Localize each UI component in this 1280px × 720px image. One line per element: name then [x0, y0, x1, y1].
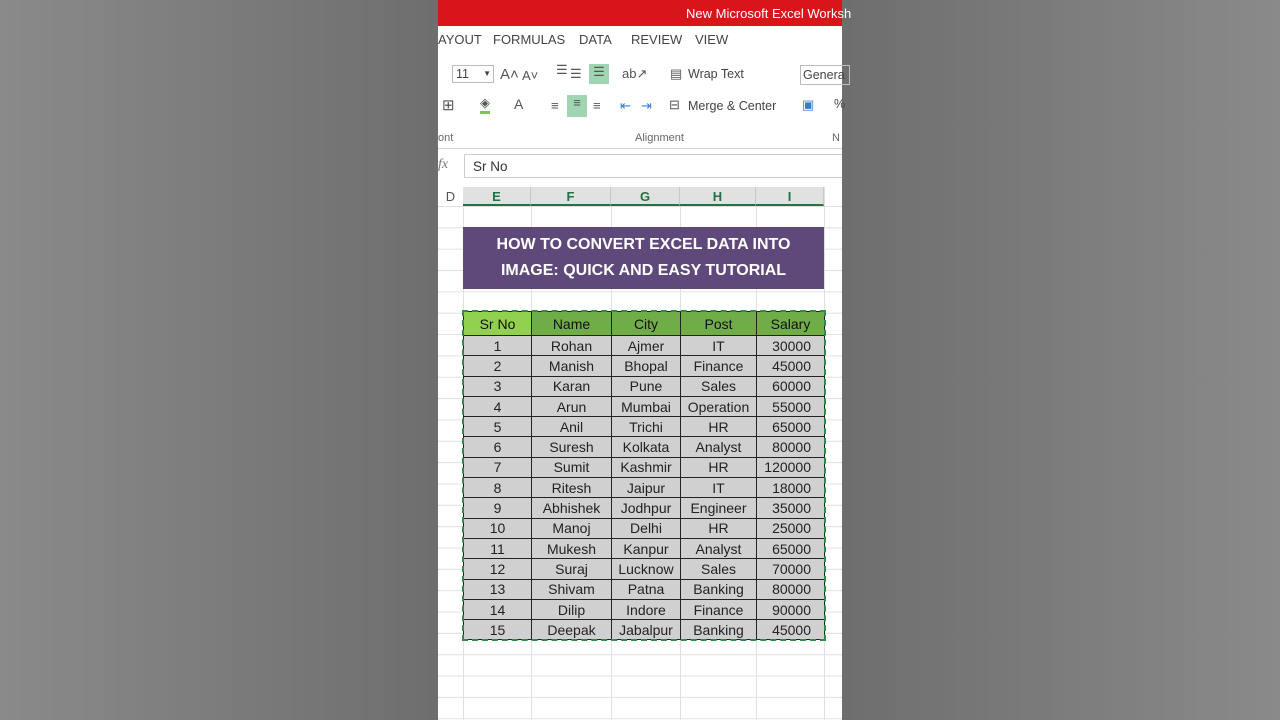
- formula-bar: [438, 154, 842, 180]
- wrap-text-button[interactable]: Wrap Text: [688, 67, 744, 81]
- cell-salary[interactable]: 120000: [757, 457, 825, 477]
- font-size-value: 11: [456, 67, 469, 81]
- cell-city[interactable]: Jodhpur: [612, 498, 681, 518]
- merge-center-icon: ⊟: [669, 97, 680, 112]
- font-size-select[interactable]: [452, 65, 494, 83]
- cell-city[interactable]: Trichi: [612, 417, 681, 437]
- percent-button[interactable]: %: [834, 97, 846, 111]
- cell-salary[interactable]: 55000: [757, 396, 825, 416]
- column-header-g[interactable]: G: [611, 187, 680, 206]
- cell-post[interactable]: Banking: [681, 620, 757, 640]
- align-left-icon[interactable]: ≡: [551, 98, 559, 113]
- cell-salary[interactable]: 45000: [757, 356, 825, 376]
- cell-salary[interactable]: 65000: [757, 417, 825, 437]
- decrease-indent-icon[interactable]: ⇤: [620, 98, 631, 113]
- table-row: [464, 336, 825, 356]
- cell-salary[interactable]: 65000: [757, 538, 825, 558]
- borders-icon[interactable]: ⊞: [442, 97, 455, 114]
- cell-name[interactable]: Dilip: [532, 599, 612, 619]
- cell-salary[interactable]: 70000: [757, 559, 825, 579]
- cell-city[interactable]: Jabalpur: [612, 620, 681, 640]
- blurred-background-right: [842, 0, 1280, 720]
- cell-sr-no[interactable]: 14: [464, 599, 532, 619]
- cell-post[interactable]: Sales: [681, 376, 757, 396]
- formula-input[interactable]: Sr No: [464, 154, 842, 178]
- tab-review[interactable]: REVIEW: [631, 32, 683, 47]
- top-align-icon[interactable]: ☰: [556, 62, 568, 77]
- window-title: New Microsoft Excel Worksh: [686, 6, 852, 21]
- cell-city[interactable]: Delhi: [612, 518, 681, 538]
- table-row: [464, 457, 825, 477]
- cell-name[interactable]: Sumit: [532, 457, 612, 477]
- increase-indent-icon[interactable]: ⇥: [641, 98, 652, 113]
- cell-name[interactable]: Manish: [532, 356, 612, 376]
- cell-post[interactable]: IT: [681, 478, 757, 498]
- cell-post[interactable]: HR: [681, 417, 757, 437]
- chevron-down-icon: ▼: [483, 69, 491, 78]
- cell-city[interactable]: Patna: [612, 579, 681, 599]
- cell-sr-no[interactable]: 6: [464, 437, 532, 457]
- cell-name[interactable]: Suraj: [532, 559, 612, 579]
- cell-city[interactable]: Kashmir: [612, 457, 681, 477]
- cell-sr-no[interactable]: 10: [464, 518, 532, 538]
- middle-align-icon[interactable]: ☰: [570, 66, 582, 81]
- cell-salary[interactable]: 80000: [757, 437, 825, 457]
- cell-post[interactable]: HR: [681, 518, 757, 538]
- table-header-row: [464, 312, 825, 336]
- cell-post[interactable]: Banking: [681, 579, 757, 599]
- table-row: [464, 579, 825, 599]
- cell-name[interactable]: Mukesh: [532, 538, 612, 558]
- cell-name[interactable]: Anil: [532, 417, 612, 437]
- ribbon: [438, 52, 846, 149]
- number-group-label: N: [832, 132, 840, 144]
- cell-post[interactable]: Analyst: [681, 538, 757, 558]
- merge-center-button[interactable]: Merge & Center: [688, 99, 777, 113]
- cell-salary[interactable]: 25000: [757, 518, 825, 538]
- fx-icon[interactable]: fx: [438, 157, 449, 172]
- cell-city[interactable]: Bhopal: [612, 356, 681, 376]
- header-sr-no[interactable]: Sr No: [464, 312, 532, 336]
- cell-city[interactable]: Indore: [612, 599, 681, 619]
- cell-post[interactable]: IT: [681, 336, 757, 356]
- cell-city[interactable]: Kolkata: [612, 437, 681, 457]
- table-row: [464, 356, 825, 376]
- worksheet-grid[interactable]: [438, 187, 842, 720]
- column-header-h[interactable]: H: [680, 187, 756, 206]
- cell-salary[interactable]: 30000: [757, 336, 825, 356]
- cell-salary[interactable]: 60000: [757, 376, 825, 396]
- tab-formulas[interactable]: FORMULAS: [493, 32, 566, 47]
- number-format-select[interactable]: Genera: [800, 65, 850, 85]
- tab-data[interactable]: DATA: [579, 32, 612, 47]
- title-banner: [463, 227, 824, 289]
- cell-salary[interactable]: 18000: [757, 478, 825, 498]
- cell-sr-no[interactable]: 7: [464, 457, 532, 477]
- increase-font-icon[interactable]: A˄: [500, 66, 519, 83]
- alignment-group-label: Alignment: [635, 132, 684, 144]
- cell-name[interactable]: Ritesh: [532, 478, 612, 498]
- cell-salary[interactable]: 45000: [757, 620, 825, 640]
- cell-sr-no[interactable]: 4: [464, 396, 532, 416]
- table-row: [464, 559, 825, 579]
- cell-sr-no[interactable]: 2: [464, 356, 532, 376]
- align-right-icon[interactable]: ≡: [593, 98, 601, 113]
- cell-name[interactable]: Manoj: [532, 518, 612, 538]
- table-row: [464, 599, 825, 619]
- table-row: [464, 498, 825, 518]
- align-center-icon[interactable]: ≡: [567, 95, 587, 117]
- column-header-d[interactable]: D: [445, 189, 456, 204]
- cell-salary[interactable]: 80000: [757, 579, 825, 599]
- cell-post[interactable]: HR: [681, 457, 757, 477]
- fill-color-icon[interactable]: ◈: [480, 95, 490, 114]
- header-city[interactable]: City: [612, 312, 681, 336]
- header-name[interactable]: Name: [532, 312, 612, 336]
- cell-city[interactable]: Mumbai: [612, 396, 681, 416]
- cell-sr-no[interactable]: 3: [464, 376, 532, 396]
- table-row: [464, 620, 825, 640]
- cell-post[interactable]: Finance: [681, 356, 757, 376]
- column-header-f[interactable]: F: [531, 187, 611, 206]
- cell-name[interactable]: Suresh: [532, 437, 612, 457]
- orientation-icon[interactable]: ab↗: [622, 66, 648, 81]
- cell-salary[interactable]: 90000: [757, 599, 825, 619]
- tab-page-layout[interactable]: AYOUT: [438, 32, 482, 47]
- cell-sr-no[interactable]: 5: [464, 417, 532, 437]
- table-row: [464, 437, 825, 457]
- cell-post[interactable]: Finance: [681, 599, 757, 619]
- cell-sr-no[interactable]: 1: [464, 336, 532, 356]
- cell-name[interactable]: Karan: [532, 376, 612, 396]
- data-table: [463, 311, 825, 640]
- cell-sr-no[interactable]: 11: [464, 538, 532, 558]
- column-header-i[interactable]: I: [756, 187, 824, 206]
- table-row: [464, 518, 825, 538]
- cell-sr-no[interactable]: 8: [464, 478, 532, 498]
- cell-city[interactable]: Jaipur: [612, 478, 681, 498]
- font-color-icon[interactable]: A: [514, 96, 524, 112]
- cell-name[interactable]: Shivam: [532, 579, 612, 599]
- cell-name[interactable]: Arun: [532, 396, 612, 416]
- cell-city[interactable]: Pune: [612, 376, 681, 396]
- cell-post[interactable]: Engineer: [681, 498, 757, 518]
- cell-post[interactable]: Operation: [681, 396, 757, 416]
- table-row: [464, 376, 825, 396]
- table-row: [464, 417, 825, 437]
- table-row: [464, 538, 825, 558]
- cell-sr-no[interactable]: 12: [464, 559, 532, 579]
- banner-line-1: HOW TO CONVERT EXCEL DATA INTO: [496, 236, 791, 253]
- excel-window: [438, 0, 852, 720]
- title-bar: [438, 0, 852, 26]
- cell-post[interactable]: Analyst: [681, 437, 757, 457]
- table-row: [464, 396, 825, 416]
- cell-sr-no[interactable]: 15: [464, 620, 532, 640]
- cell-city[interactable]: Ajmer: [612, 336, 681, 356]
- cell-city[interactable]: Kanpur: [612, 538, 681, 558]
- table-row: [464, 478, 825, 498]
- cell-name[interactable]: Deepak: [532, 620, 612, 640]
- ribbon-tabs: [438, 32, 842, 52]
- cell-sr-no[interactable]: 9: [464, 498, 532, 518]
- cell-name[interactable]: Rohan: [532, 336, 612, 356]
- header-post[interactable]: Post: [681, 312, 757, 336]
- blurred-background-left: [0, 0, 438, 720]
- column-header-e[interactable]: E: [463, 187, 531, 206]
- tab-view[interactable]: VIEW: [695, 32, 729, 47]
- header-salary[interactable]: Salary: [757, 312, 825, 336]
- cell-city[interactable]: Lucknow: [612, 559, 681, 579]
- cell-post[interactable]: Sales: [681, 559, 757, 579]
- decrease-font-icon[interactable]: A˅: [522, 68, 539, 83]
- cell-name[interactable]: Abhishek: [532, 498, 612, 518]
- font-group-label: ont: [438, 132, 454, 144]
- cell-salary[interactable]: 35000: [757, 498, 825, 518]
- bottom-align-icon[interactable]: ☰: [589, 64, 609, 84]
- currency-icon[interactable]: ▣: [802, 97, 815, 112]
- cell-sr-no[interactable]: 13: [464, 579, 532, 599]
- banner-line-2: IMAGE: QUICK AND EASY TUTORIAL: [500, 262, 787, 279]
- wrap-text-icon: ▤: [670, 66, 683, 81]
